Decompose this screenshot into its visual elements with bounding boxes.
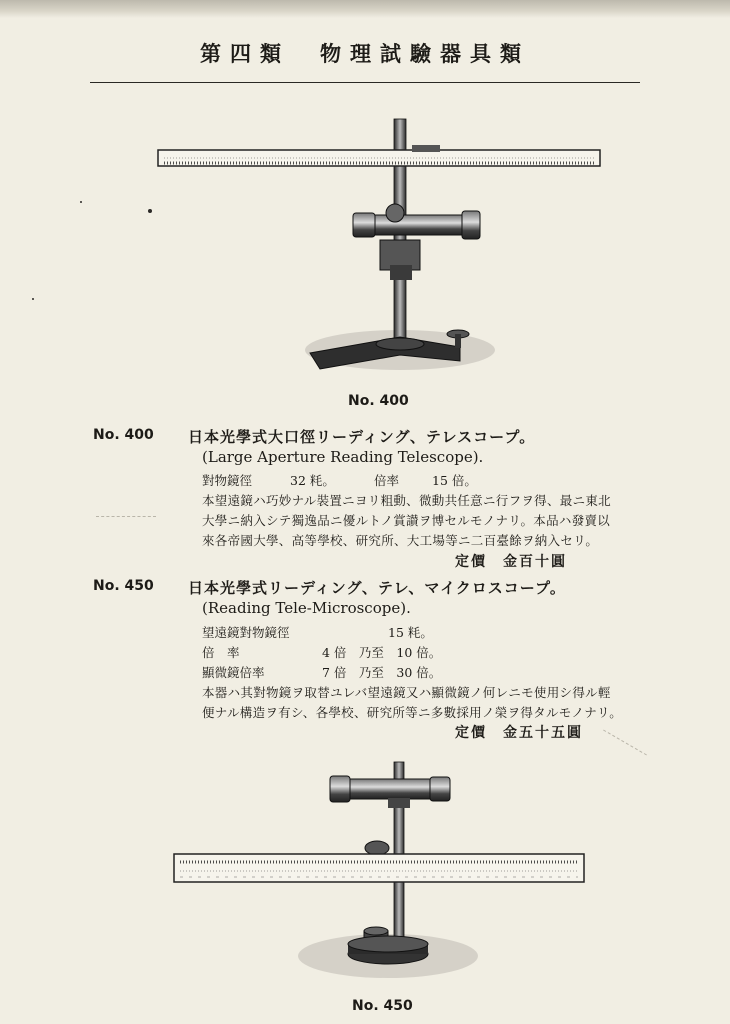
scan-speck: [148, 209, 152, 213]
spec-label: 望遠鏡對物鏡徑: [202, 625, 290, 640]
page-title: 第四類 物理試驗器具類: [200, 41, 530, 66]
scan-speck: [32, 298, 34, 300]
description-line: 來各帝國大學、高等學校、研究所、大工場等ニ二百臺餘ヲ納入セリ。: [202, 533, 599, 548]
figure-caption: No. 450: [352, 998, 413, 1014]
reading-tele-microscope-illustration: [170, 758, 590, 988]
spec-label: 倍 率: [202, 645, 240, 660]
entry-number: No. 450: [93, 578, 154, 594]
spec-label: 對物鏡徑: [202, 473, 253, 488]
spec-label: 倍率: [374, 473, 400, 488]
description-line: 大學ニ納入シテ獨逸品ニ優ルトノ賞讃ヲ博セルモノナリ。本品ハ發賣以: [202, 513, 611, 528]
spec-value: 15 粍。: [388, 625, 433, 640]
price: 定價 金百十圓: [455, 554, 567, 570]
spec-value: 4 倍 乃至 10 倍。: [322, 645, 442, 660]
entry-title-en: (Large Aperture Reading Telescope).: [202, 448, 484, 466]
scan-mark: [96, 516, 156, 517]
description-line: 便ナル構造ヲ有シ、各學校、研究所等ニ多數採用ノ榮ヲ得タルモノナリ。: [202, 705, 623, 720]
scan-mark: [603, 730, 647, 756]
figure-caption: No. 400: [348, 393, 409, 409]
spec-value: 32 粍。: [290, 473, 335, 488]
entry-title-en: (Reading Tele-Microscope).: [202, 599, 411, 617]
description-line: 本望遠鏡ハ巧妙ナル裝置ニヨリ粗動、微動共任意ニ行フヲ得、最ニ東北: [202, 493, 611, 508]
entry-title-jp: 日本光學式大口徑リーディング、テレスコープ。: [188, 428, 536, 446]
spec-label: 顯微鏡倍率: [202, 665, 265, 680]
scan-speck: [80, 201, 82, 203]
page-top-edge: [0, 0, 730, 18]
entry-title-jp: 日本光學式リーディング、テレ、マイクロスコープ。: [188, 579, 566, 597]
entry-number: No. 400: [93, 427, 154, 443]
spec-value: 15 倍。: [432, 473, 477, 488]
reading-telescope-illustration: [150, 115, 610, 385]
description-line: 本器ハ其對物鏡ヲ取替ユレバ望遠鏡又ハ顯微鏡ノ何レニモ使用シ得ル輕: [202, 685, 611, 700]
spec-value: 7 倍 乃至 30 倍。: [322, 665, 442, 680]
price: 定價 金五十五圓: [455, 725, 583, 741]
header-divider: [90, 82, 640, 83]
